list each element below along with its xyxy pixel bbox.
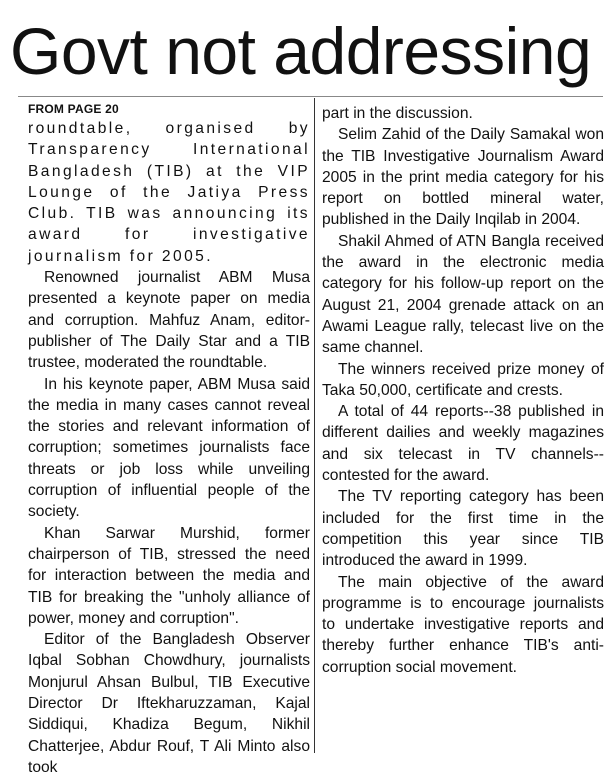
right-column <box>322 103 604 753</box>
paragraph: In his keynote paper, ABM Musa said the media in many cases cannot reveal the stories and relevant information of corruption; sometimes journalists face threats or job loss while unveiling corruption of influential people of the society. <box>28 375 310 521</box>
paragraph: Shakil Ahmed of ATN Bangla received the award in the electronic media category for his follow-up report on the August 21, 2004 grenade attack on an Awami League rally, telecast live on the same channel. <box>322 232 604 357</box>
paragraph: The main objective of the award programme is to encourage journalists to undertake investigative reports and thereby further enhance TIB's anti-corruption social movement. <box>322 573 604 676</box>
headline-rule <box>18 96 603 97</box>
headline: Govt not addressing <box>10 14 592 88</box>
column-divider <box>314 98 315 753</box>
paragraph: Khan Sarwar Murshid, former chairperson of TIB, stressed the need for interaction between the media and TIB for breaking the "unholy alliance of power, money and corruption". <box>28 524 310 627</box>
continuation-kicker: FROM PAGE 20 <box>28 102 119 116</box>
paragraph: The winners received prize money of Taka 50,000, certificate and crests. <box>322 360 604 399</box>
paragraph: A total of 44 reports--38 published in different dailies and weekly magazines and six telecast in TV channels--contested for the award. <box>322 403 604 485</box>
paragraph: part in the discussion. <box>322 105 473 122</box>
paragraph: roundtable, organised by Transparency International Bangladesh (TIB) at the VIP Lounge of the Jatiya Press Club. TIB was announcing its award for investigative journalism for 2005. <box>28 120 310 265</box>
paragraph: The TV reporting category has been included for the first time in the competition this year since TIB introduced the award in 1999. <box>322 488 604 570</box>
left-column <box>28 101 310 776</box>
paragraph: Editor of the Bangladesh Observer Iqbal Sobhan Chowdhury, journalists Monjurul Ahsan Bulbul, TIB Executive Director Dr Iftekharuzzaman, Kajal Siddiqui, Khadiza Begum, Nikhil Chatterjee, Abdur Rouf, T Ali Minto also took <box>28 631 310 776</box>
paragraph: Renowned journalist ABM Musa presented a keynote paper on media and corruption. Mahfuz Anam, editor-publisher of The Daily Star and a TIB trustee, moderated the roundtable. <box>28 269 310 372</box>
paragraph: Selim Zahid of the Daily Samakal won the TIB Investigative Journalism Award 2005 in the print media category for his report on bottled mineral water, published in the Daily Inqilab in 2004. <box>322 126 604 229</box>
